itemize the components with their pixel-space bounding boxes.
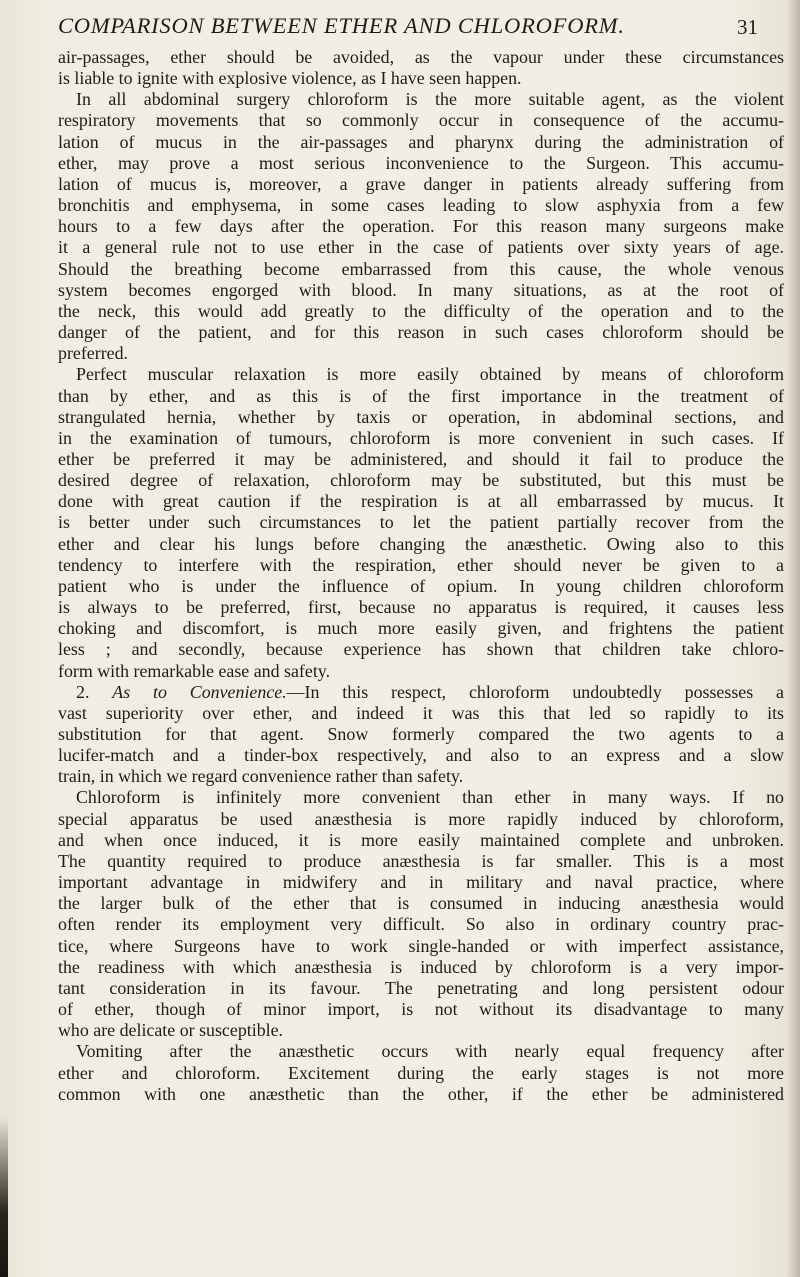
text-line: system becomes engorged with blood. In many situations, as at the root of [58,279,784,300]
text-line: than by ether, and as this is of the first importance in the treatment of [58,385,784,406]
text-line: respiratory movements that so commonly occur in consequence of the accumu- [58,110,784,131]
text-line: vast superiority over ether, and indeed it was this that led so rapidly to its [58,702,784,723]
text-line: form with remarkable ease and safety. [58,660,331,681]
text-line: and when once induced, it is more easily maintained complete and unbroken. [58,829,784,850]
text-line: it a general rule not to use ether in the case of patients over sixty years of age. [58,237,784,258]
text-line: danger of the patient, and for this reason in such cases chloroform should be [58,322,784,343]
text-line: The quantity required to produce anæsthesia is far smaller. This is a most [58,850,784,871]
text-line: substitution for that agent. Snow formerly compared the two agents to a [58,724,784,744]
text-line: is liable to ignite with explosive violence, as I have seen happen. [58,68,522,89]
text-line: ether be preferred it may be administered, and should it fail to produce the [58,448,784,469]
text-line: often render its employment very difficult. So also in ordinary country prac- [58,914,784,935]
body-text [58,47,784,1105]
text-line: preferred. [58,343,129,364]
text-line: lation of mucus is, moreover, a grave danger in patients already suffering from [58,173,784,194]
text-line: Perfect muscular relaxation is more easily obtained by means of chloroform [76,364,784,385]
text-line: is better under such circumstances to let the patient partially recover from the [58,512,784,533]
text-line: tice, where Surgeons have to work single-handed or with imperfect assistance, [58,935,784,956]
text-line: tendency to interfere with the respiration, ether should never be given to a [58,554,784,575]
text-line: less ; and secondly, because experience has shown that children take chloro- [58,639,784,660]
text-line: ether, may prove a most serious inconvenience to the Surgeon. This accumu- [58,152,784,173]
text-line: is always to be preferred, first, because no apparatus is required, it causes less [58,597,784,618]
text-line: lation of mucus in the air-passages and pharynx during the administration of [58,131,784,152]
text-line: the neck, this would add greatly to the difficulty of the operation and to the [58,300,784,321]
text-line: the readiness with which anæsthesia is induced by chloroform is a very impor- [58,956,784,977]
text-line: hours to a few days after the operation. For this reason many surgeons make [58,216,784,237]
text-line: 2. As to Convenience.—In this respect, chloroform undoubtedly possesses a [76,681,784,702]
text-line: choking and discomfort, is much more easily given, and frightens the patient [58,618,784,639]
text-line: ether and chloroform. Excitement during the early stages is not more [58,1062,784,1083]
running-title: COMPARISON BETWEEN ETHER AND CHLOROFORM. [58,13,625,38]
text-line: important advantage in midwifery and in military and naval practice, where [58,872,784,893]
text-line: lucifer-match and a tinder-box respectively, and also to an express and a slow [58,745,784,766]
text-line: ether and clear his lungs before changing the anæsthetic. Owing also to this [58,533,784,554]
text-line: patient who is under the influence of opium. In young children chloroform [58,575,784,596]
text-line: strangulated hernia, whether by taxis or operation, in abdominal sections, and [58,406,784,427]
section-heading-italic: As to Convenience. [112,681,287,702]
text-line: Should the breathing become embarrassed from this cause, the whole venous [58,258,784,279]
text-line: common with one anæsthetic than the other, if the ether be administered [58,1083,784,1104]
text-line: desired degree of relaxation, chloroform may be substituted, but this must be [58,470,784,491]
text-line: special apparatus be used anæsthesia is more rapidly induced by chloroform, [58,808,784,829]
text-line: in the examination of tumours, chloroform is more convenient in such cases. If [58,427,784,448]
text-line: Chloroform is infinitely more convenient than ether in many ways. If no [76,787,784,808]
text-line: the larger bulk of the ether that is consumed in inducing anæsthesia would [58,893,784,914]
text-line: air-passages, ether should be avoided, as the vapour under these circumstances [58,47,784,67]
text-line: In all abdominal surgery chloroform is the more suitable agent, as the violent [76,89,784,110]
page-edge-shadow [0,1117,8,1277]
text-line: of ether, though of minor import, is not without its disadvantage to many [58,999,784,1020]
text-line: done with great caution if the respiration is at all embarrassed by mucus. It [58,491,784,512]
running-head [58,8,758,44]
text-line: tant consideration in its favour. The penetrating and long persistent odour [58,977,784,998]
page-gutter-shadow [786,0,800,1277]
text-line: who are delicate or susceptible. [58,1020,284,1041]
text-line: bronchitis and emphysema, in some cases leading to slow asphyxia from a few [58,195,784,216]
text-line: train, in which we regard convenience rather than safety. [58,766,464,787]
text-line: Vomiting after the anæsthetic occurs with nearly equal frequency after [76,1041,784,1062]
page-number: 31 [737,15,758,39]
